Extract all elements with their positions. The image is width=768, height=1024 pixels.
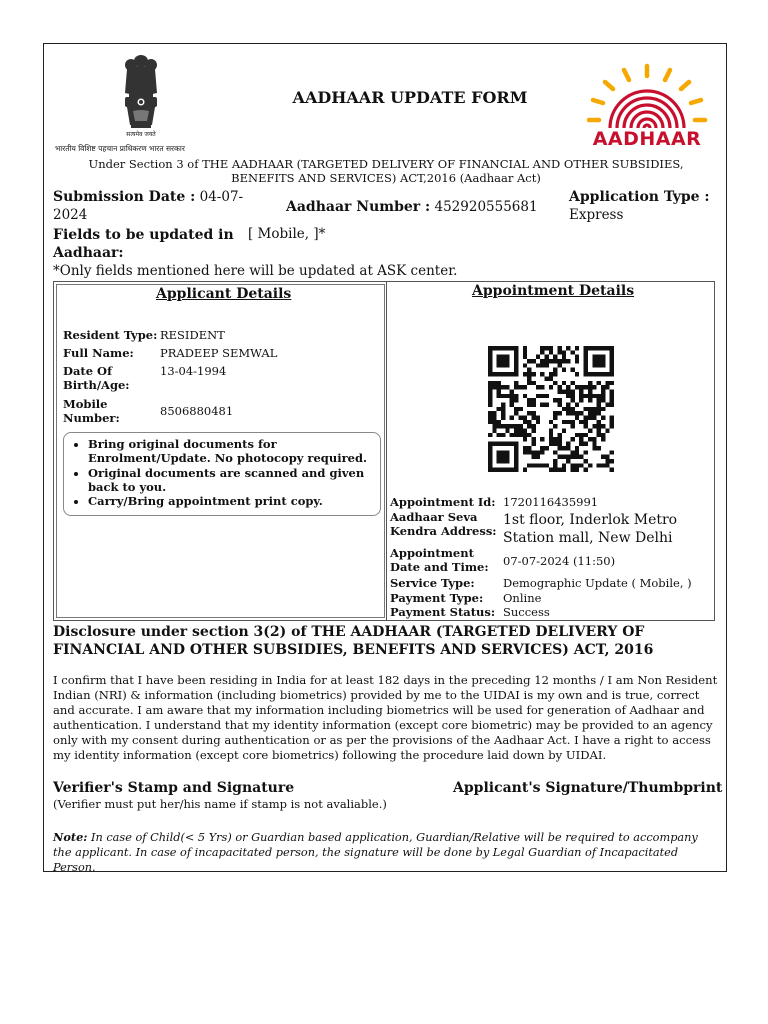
service-type-value: Demographic Update ( Mobile, )	[503, 576, 692, 590]
full-name-label: Full Name:	[63, 346, 134, 360]
submission-date-label: Submission Date :	[53, 189, 196, 205]
payment-status-value: Success	[503, 605, 550, 619]
note-text: In case of Child(< 5 Yrs) or Guardian based application, Guardian/Relative will be required to accompany the applicant. In case of incapacitated person, the signature will be done by Legal Guardian of Incapacitated Person.	[53, 831, 698, 874]
applicant-signature-title: Applicant's Signature/Thumbprint	[453, 780, 723, 796]
aadhaar-sun-fingerprint-icon	[580, 62, 714, 132]
note-label: Note:	[53, 830, 88, 844]
aadhaar-logo-text: AADHAAR	[592, 128, 702, 150]
full-name-value: PRADEEP SEMWAL	[160, 346, 278, 360]
disclosure-heading: Disclosure under section 3(2) of THE AADHAAR (TARGETED DELIVERY OF FINANCIAL AND OTHER SUBSIDIES, BENEFITS AND SERVICES) ACT, 2016	[53, 624, 654, 658]
instructions-box	[63, 432, 381, 516]
resident-type-value: RESIDENT	[160, 328, 225, 342]
kendra-address-label: Aadhaar Seva Kendra Address:	[390, 510, 497, 538]
aadhaar-number-label: Aadhaar Number :	[286, 199, 431, 215]
kendra-address-value: 1st floor, Inderlok Metro Station mall, New Delhi	[503, 512, 678, 546]
appointment-details-heading: Appointment Details	[472, 283, 635, 299]
instruction-item: • Carry/Bring appointment print copy.	[88, 494, 372, 508]
ashoka-emblem-icon	[119, 53, 163, 135]
act-reference: Under Section 3 of THE AADHAAR (TARGETED DELIVERY OF FINANCIAL AND OTHER SUBSIDIES, BENEFITS AND SERVICES) ACT,2016 (Aadhaar Act)	[88, 157, 684, 185]
application-type-value: Express	[569, 207, 624, 223]
appointment-datetime-label: Appointment Date and Time:	[390, 546, 489, 574]
service-type-label: Service Type:	[390, 576, 475, 590]
application-type	[569, 188, 719, 224]
emblem-motto: सत्यमेव जयते	[126, 131, 156, 138]
fields-to-update-value: [ Mobile, ]*	[248, 226, 326, 242]
verifier-note: (Verifier must put her/his name if stamp is not avaliable.)	[53, 797, 387, 811]
appointment-datetime-value: 07-07-2024 (11:50)	[503, 554, 616, 568]
fields-to-update-label: Fields to be updated in Aadhaar:	[53, 227, 234, 261]
payment-type-value: Online	[503, 591, 542, 605]
dob-value: 13-04-1994	[160, 364, 227, 378]
guardian-note	[53, 830, 719, 875]
payment-type-label: Payment Type:	[390, 591, 484, 605]
payment-status-label: Payment Status:	[390, 605, 496, 619]
submission-date-value: 04-07-2024	[53, 189, 244, 223]
resident-type-label: Resident Type:	[63, 328, 158, 342]
form-title: AADHAAR UPDATE FORM	[292, 88, 528, 107]
dob-label: Date Of Birth/Age:	[63, 364, 130, 392]
uidai-caption: भारतीय विशिष्ट पहचान प्राधिकरण भारत सरकार	[55, 144, 185, 153]
appointment-id-value: 1720116435991	[503, 495, 599, 509]
consent-text: I confirm that I have been residing in India for at least 182 days in the preceding 12 months / I am Non Resident Indian (NRI) & information (including biometrics) provided by me to the UIDAI is my own and is true, correct and accurate. I am aware that my information including biometrics will be used for generation of Aadhaar and authentication. I understand that my identity information (except core biometric) may be provided to an agency only with my consent during authentication or as per the provisions of the Aadhaar Act. I have a right to access my identity information (except core biometrics) following the procedure laid down by UIDAI.	[53, 673, 718, 762]
appointment-id-label: Appointment Id:	[390, 495, 496, 509]
verifier-signature-title: Verifier's Stamp and Signature	[53, 780, 295, 796]
aadhaar-number	[286, 199, 538, 215]
aadhaar-logo	[580, 62, 714, 154]
mobile-number-value: 8506880481	[160, 404, 234, 418]
national-emblem	[55, 50, 227, 158]
mobile-number-label: Mobile Number:	[63, 397, 120, 425]
instruction-item: • Original documents are scanned and given back to you.	[88, 466, 372, 495]
instruction-item: • Bring original documents for Enrolment/Update. No photocopy required.	[88, 437, 372, 466]
submission-date	[53, 188, 253, 224]
application-type-label: Application Type :	[569, 189, 710, 205]
applicant-details-heading: Applicant Details	[156, 286, 292, 302]
fields-note: *Only fields mentioned here will be updated at ASK center.	[53, 263, 458, 279]
aadhaar-number-value: 452920555681	[434, 199, 538, 215]
qr-code-icon	[488, 345, 614, 473]
